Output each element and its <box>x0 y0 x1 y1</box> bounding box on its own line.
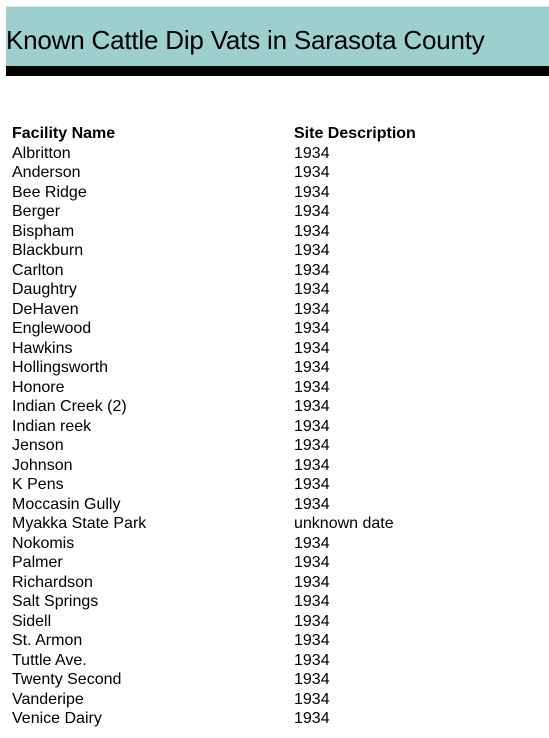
facility-name-cell: Jenson <box>12 437 64 454</box>
table-row <box>12 319 542 339</box>
table-row <box>12 670 542 690</box>
table-header-row <box>12 124 542 144</box>
site-description-cell: 1934 <box>294 339 330 357</box>
site-description-cell: 1934 <box>294 378 330 396</box>
facility-name-cell: Palmer <box>12 554 63 571</box>
facility-table <box>12 124 542 729</box>
table-row <box>12 144 542 164</box>
site-description-cell: 1934 <box>294 320 330 337</box>
site-description-cell: 1934 <box>294 281 330 298</box>
table-row <box>12 436 542 456</box>
site-description-cell: 1934 <box>294 573 330 591</box>
table-row <box>12 475 542 495</box>
table-row <box>12 631 542 651</box>
table-row <box>12 300 542 320</box>
site-description-cell: 1934 <box>294 710 330 727</box>
title-rule <box>6 66 549 76</box>
facility-name-cell: Venice Dairy <box>12 710 102 727</box>
site-description-cell: 1934 <box>294 203 330 220</box>
site-description-cell: 1934 <box>294 183 330 201</box>
facility-name-cell: Bee Ridge <box>12 183 87 201</box>
header-facility-name: Facility Name <box>12 125 116 142</box>
table-row <box>12 339 542 359</box>
table-row <box>12 183 542 203</box>
table-row <box>12 651 542 671</box>
facility-name-cell: DeHaven <box>12 300 79 318</box>
facility-name-cell: Tuttle Ave. <box>12 651 87 669</box>
facility-name-cell: Honore <box>12 378 65 396</box>
site-description-cell: 1934 <box>294 456 330 474</box>
table-row <box>12 241 542 261</box>
site-description-cell: 1934 <box>294 144 330 162</box>
table-row <box>12 612 542 632</box>
table-row <box>12 397 542 417</box>
table-body <box>12 144 542 729</box>
site-description-cell: 1934 <box>294 417 330 435</box>
site-description-cell: 1934 <box>294 222 330 240</box>
facility-name-cell: Salt Springs <box>12 593 99 610</box>
facility-name-cell: Myakka State Park <box>12 515 147 532</box>
site-description-cell: 1934 <box>294 593 330 610</box>
table-row <box>12 261 542 281</box>
facility-name-cell: Albritton <box>12 144 71 162</box>
site-description-cell: 1934 <box>294 300 330 318</box>
facility-name-cell: Richardson <box>12 573 93 591</box>
facility-name-cell: Englewood <box>12 320 92 337</box>
facility-name-cell: Bispham <box>12 222 75 240</box>
facility-name-cell: Daughtry <box>12 281 77 298</box>
site-description-cell: 1934 <box>294 242 330 259</box>
site-description-cell: 1934 <box>294 651 330 669</box>
site-description-cell: 1934 <box>294 671 330 688</box>
facility-name-cell: St. Armon <box>12 632 83 649</box>
table-row <box>12 456 542 476</box>
site-description-cell: unknown date <box>294 515 394 532</box>
site-description-cell: 1934 <box>294 476 330 493</box>
facility-name-cell: Berger <box>12 203 61 220</box>
site-description-cell: 1934 <box>294 164 330 181</box>
facility-name-cell: Indian reek <box>12 417 92 435</box>
site-description-cell: 1934 <box>294 690 330 708</box>
facility-name-cell: Moccasin Gully <box>12 495 121 513</box>
table-row <box>12 573 542 593</box>
table-row <box>12 592 542 612</box>
site-description-cell: 1934 <box>294 534 330 552</box>
table-row <box>12 495 542 515</box>
facility-name-cell: Sidell <box>12 612 52 630</box>
facility-name-cell: Vanderipe <box>12 690 84 708</box>
table-row <box>12 709 542 729</box>
table-row <box>12 553 542 573</box>
site-description-cell: 1934 <box>294 554 330 571</box>
facility-name-cell: Hawkins <box>12 339 73 357</box>
table-row <box>12 163 542 183</box>
header-site-description: Site Description <box>294 125 416 142</box>
site-description-cell: 1934 <box>294 495 330 513</box>
table-row <box>12 358 542 378</box>
table-row <box>12 280 542 300</box>
table-row <box>12 514 542 534</box>
facility-name-cell: Twenty Second <box>12 671 122 688</box>
site-description-cell: 1934 <box>294 612 330 630</box>
facility-name-cell: Blackburn <box>12 242 84 259</box>
site-description-cell: 1934 <box>294 261 330 279</box>
table-row <box>12 222 542 242</box>
site-description-cell: 1934 <box>294 359 330 376</box>
table-row <box>12 690 542 710</box>
facility-name-cell: Anderson <box>12 164 81 181</box>
table-row <box>12 378 542 398</box>
facility-name-cell: K Pens <box>12 476 64 493</box>
facility-name-cell: Nokomis <box>12 534 75 552</box>
title-bar <box>6 6 549 66</box>
page-title: Known Cattle Dip Vats in Sarasota County <box>6 25 485 55</box>
facility-name-cell: Hollingsworth <box>12 359 109 376</box>
table-row <box>12 202 542 222</box>
site-description-cell: 1934 <box>294 398 330 415</box>
table-row <box>12 417 542 437</box>
facility-name-cell: Johnson <box>12 456 73 474</box>
facility-name-cell: Indian Creek (2) <box>12 398 127 415</box>
site-description-cell: 1934 <box>294 437 330 454</box>
table-row <box>12 534 542 554</box>
facility-name-cell: Carlton <box>12 261 64 279</box>
site-description-cell: 1934 <box>294 632 330 649</box>
